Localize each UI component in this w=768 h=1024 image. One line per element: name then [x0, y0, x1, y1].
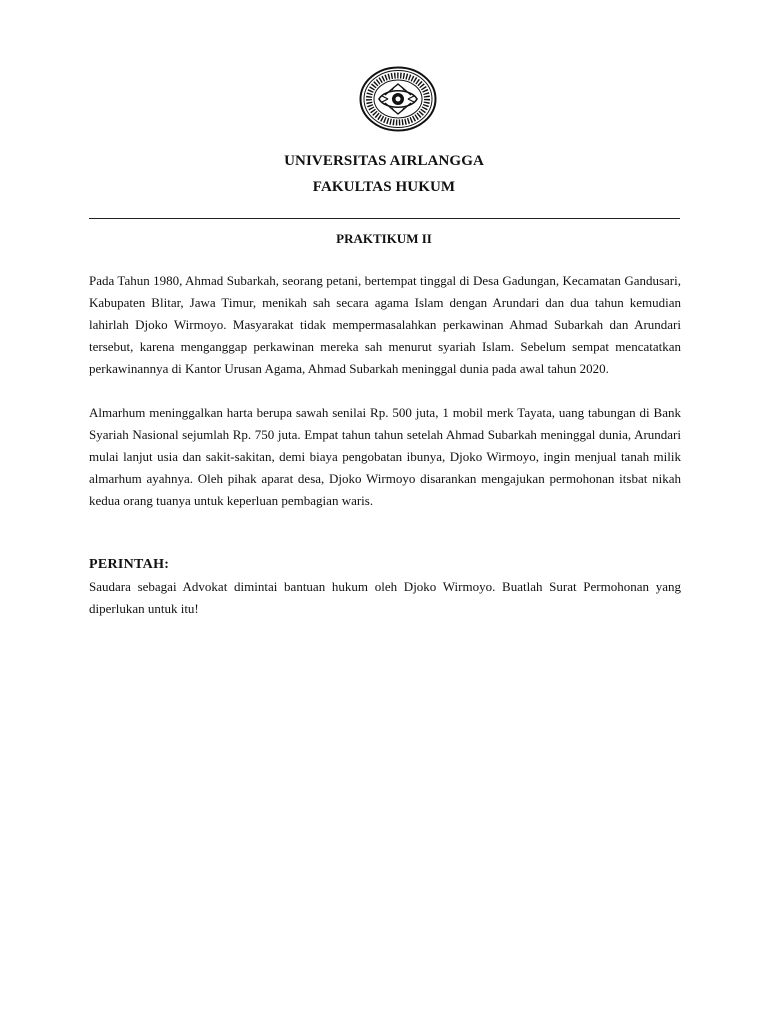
case-paragraph-1: Pada Tahun 1980, Ahmad Subarkah, seorang petani, bertempat tinggal di Desa Gadungan, Kecamatan Gandusari, Kabupaten Blitar, Jawa Timur, menikah sah secara agama Islam dengan Arundari dan dua tahun kemudian lahirlah Djoko Wirmoyo. Masyarakat tidak mempermasalahkan perkawinan Ahmad Subarkah dan Arundari tersebut, karena menganggap perkawinan mereka sah menurut syariah Islam. Sebelum sempat mencatatkan perkawinannya di Kantor Urusan Agama, Ahmad Subarkah meninggal dunia pada awal tahun 2020.	[89, 273, 681, 376]
university-seal-icon	[359, 66, 437, 132]
instruction-text: Saudara sebagai Advokat dimintai bantuan hukum oleh Djoko Wirmoyo. Buatlah Surat Permohonan yang diperlukan untuk itu!	[89, 579, 681, 616]
header-divider	[89, 218, 680, 219]
document-title: PRAKTIKUM II	[336, 231, 432, 246]
instruction-heading: PERINTAH:	[89, 557, 170, 572]
university-name: UNIVERSITAS AIRLANGGA	[284, 153, 484, 169]
faculty-name: FAKULTAS HUKUM	[312, 179, 456, 195]
case-paragraph-2: Almarhum meninggalkan harta berupa sawah senilai Rp. 500 juta, 1 mobil merk Tayata, uang tabungan di Bank Syariah Nasional sejumlah Rp. 750 juta. Empat tahun tahun setelah Ahmad Subarkah meninggal dunia, Arundari mulai lanjut usia dan sakit-sakitan, demi biaya pengobatan ibunya, Djoko Wirmoyo, ingin menjual tanah milik almarhum ayahnya. Oleh pihak aparat desa, Djoko Wirmoyo disarankan mengajukan permohonan itsbat nikah kedua orang tuanya untuk keperluan pembagian waris.	[89, 405, 681, 508]
